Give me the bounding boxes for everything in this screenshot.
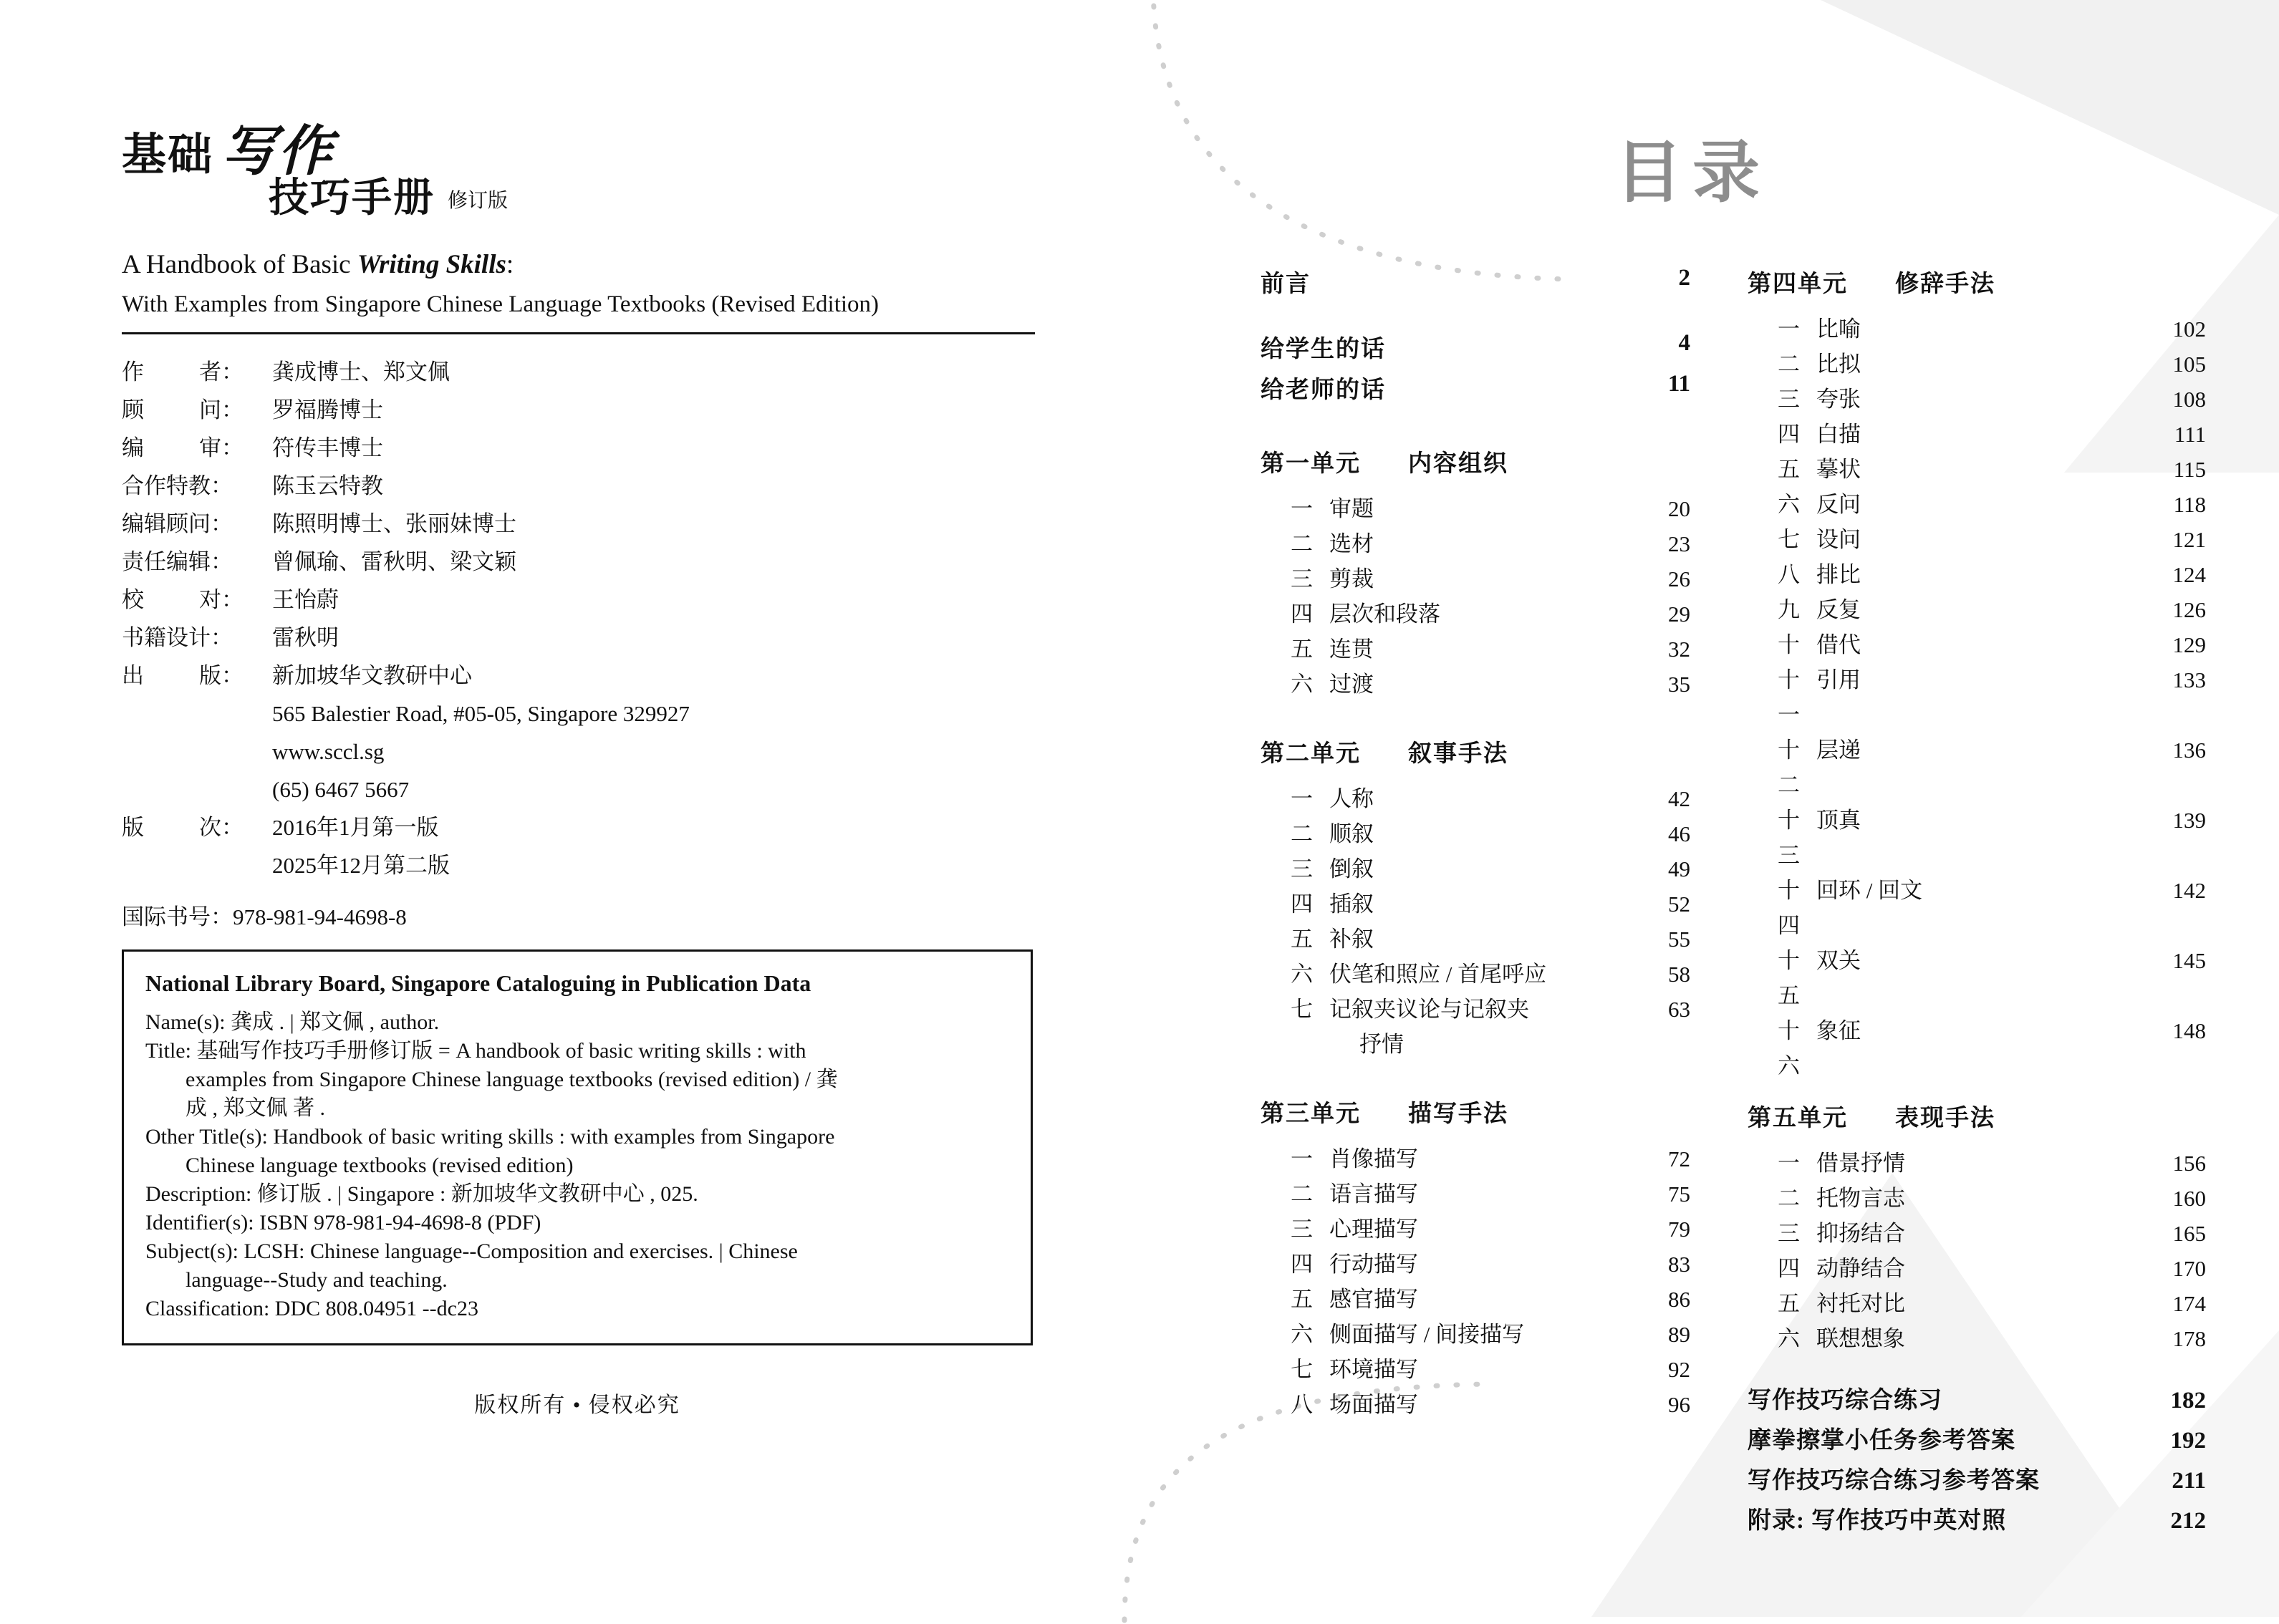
toc-item-number: 四: [1778, 1256, 1800, 1281]
credit-label: [122, 808, 272, 846]
unit-name: 叙事手法: [1408, 741, 1508, 767]
toc-item-page: 145: [2172, 948, 2206, 973]
toc-item-page: 29: [1668, 601, 1690, 627]
credit-row-publisher: [122, 657, 1117, 695]
toc-item-page: 72: [1668, 1146, 1690, 1171]
toc-item-label: 倒叙: [1329, 856, 1374, 881]
toc-back-page: 192: [2170, 1428, 2206, 1454]
publisher-address: 565 Balestier Road, #05-05, Singapore 329927: [272, 701, 690, 726]
toc-item-page: 160: [2172, 1186, 2206, 1211]
edition-second: 2025年12月第二版: [272, 853, 450, 878]
toc-item-number: 六: [1778, 1326, 1800, 1351]
logo-revision-label: 修订版: [448, 188, 509, 212]
toc-item-label: 抑扬结合: [1816, 1221, 1905, 1246]
toc-front-page: 2: [1678, 265, 1690, 291]
imprint-page: [0, 0, 1117, 1617]
credit-label: 书籍设计：: [122, 625, 233, 650]
credit-row: [122, 505, 1117, 543]
credit-label: [122, 581, 272, 619]
toc-item[interactable]: [1748, 592, 2206, 627]
toc-item-number: 四: [1291, 891, 1313, 917]
toc-item[interactable]: [1261, 992, 1690, 1027]
credit-value: 龚成博士、郑文佩: [272, 359, 450, 385]
toc-item-number: 二: [1291, 531, 1313, 556]
toc-item[interactable]: [1748, 311, 2206, 347]
cip-line: language--Study and teaching.: [186, 1268, 448, 1292]
toc-item-page: 52: [1668, 891, 1690, 917]
toc-item-label: 心理描写: [1329, 1217, 1418, 1242]
toc-item[interactable]: [1748, 1013, 2206, 1083]
toc-item-page: 118: [2173, 492, 2206, 517]
toc-back-page: 212: [2170, 1508, 2206, 1534]
toc-item-label: 象征: [1816, 1018, 1861, 1043]
toc-item-label-continued: 抒情: [1359, 1032, 1404, 1057]
credit-row: [122, 543, 1117, 581]
toc-item[interactable]: [1261, 1212, 1690, 1247]
toc-item[interactable]: [1261, 886, 1690, 922]
isbn-line: 国际书号：978-981-94-4698-8: [122, 904, 407, 929]
credit-row: [122, 619, 1117, 657]
toc-item-label: 设问: [1816, 527, 1861, 552]
toc-column-right: [1748, 265, 2206, 1541]
toc-unit-heading: [1748, 265, 2206, 299]
credit-label-part: 编: [122, 435, 144, 460]
toc-unit-heading: [1261, 445, 1690, 478]
toc-item-page: 83: [1668, 1252, 1690, 1277]
toc-item-page: 105: [2172, 352, 2206, 377]
toc-item-page: 20: [1668, 496, 1690, 521]
toc-item[interactable]: [1261, 632, 1690, 667]
toc-item-number: 四: [1291, 601, 1313, 627]
toc-item-label: 联想想象: [1816, 1326, 1905, 1351]
toc-item-number: 七: [1778, 527, 1800, 552]
edition-first: 2016年1月第一版: [272, 815, 439, 840]
toc-item[interactable]: [1748, 627, 2206, 662]
toc-item[interactable]: [1261, 1282, 1690, 1317]
toc-item[interactable]: [1748, 1286, 2206, 1321]
toc-item-page: 178: [2172, 1326, 2206, 1351]
toc-item-label: 剪裁: [1329, 566, 1374, 591]
unit-number: 第二单元: [1261, 741, 1361, 767]
credit-label: [122, 391, 272, 429]
toc-item-page: 86: [1668, 1287, 1690, 1312]
toc-item-page: 139: [2172, 808, 2206, 833]
unit-number: 第五单元: [1748, 1106, 1848, 1131]
toc-item[interactable]: [1748, 522, 2206, 557]
credit-label-part: 顾: [122, 397, 144, 422]
publisher-website[interactable]: www.sccl.sg: [272, 739, 385, 764]
cip-line: Classification: DDC 808.04951 --dc23: [145, 1297, 478, 1320]
toc-item[interactable]: [1261, 667, 1690, 702]
toc-item-number: 一: [1291, 1146, 1313, 1171]
toc-item-page: 49: [1668, 856, 1690, 881]
toc-item-label: 插叙: [1329, 891, 1374, 917]
credits-block: [122, 353, 1117, 884]
toc-back-page: 211: [2172, 1468, 2206, 1494]
credit-value: 王怡蔚: [272, 587, 339, 612]
credit-row: [122, 467, 1117, 505]
toc-back-matter-item[interactable]: [1748, 1461, 2206, 1501]
cip-line: Name(s): 龚成 . | 郑文佩 , author.: [145, 1010, 440, 1034]
toc-item-label: 语言描写: [1329, 1181, 1418, 1207]
toc-item[interactable]: [1261, 781, 1690, 816]
cip-line: Title: 基础写作技巧手册修订版 = A handbook of basic writing skills : with: [145, 1039, 806, 1063]
toc-item[interactable]: [1261, 561, 1690, 596]
toc-item-label: 托物言志: [1816, 1186, 1905, 1211]
toc-front-matter-item[interactable]: [1261, 330, 1690, 364]
logo-line-1-b: 写作: [222, 119, 334, 183]
unit-number: 第三单元: [1261, 1101, 1361, 1127]
toc-item[interactable]: [1748, 382, 2206, 417]
toc-item-number: 一: [1291, 496, 1313, 521]
toc-item[interactable]: [1261, 922, 1690, 957]
unit-name: 修辞手法: [1895, 271, 1995, 297]
toc-item-number: 十二: [1778, 738, 1800, 798]
toc-item[interactable]: [1261, 1317, 1690, 1352]
cip-line: 成 , 郑文佩 著 .: [186, 1096, 325, 1120]
toc-item[interactable]: [1261, 1352, 1690, 1387]
toc-item-label: 比拟: [1816, 352, 1861, 377]
toc-item[interactable]: [1748, 1181, 2206, 1216]
cip-line: examples from Singapore Chinese language textbooks (revised edition) / 龚: [186, 1068, 838, 1091]
toc-item-number: 三: [1778, 387, 1800, 412]
toc-item-label: 选材: [1329, 531, 1374, 556]
toc-item-number: 二: [1778, 1186, 1800, 1211]
toc-front-title: 前言: [1261, 271, 1311, 297]
english-subtitle: With Examples from Singapore Chinese Language Textbooks (Revised Edition): [122, 291, 1035, 334]
credit-label: [122, 353, 272, 391]
toc-front-matter-item[interactable]: [1261, 371, 1690, 405]
credit-label-part: 对：: [199, 587, 244, 612]
toc-back-matter-item[interactable]: [1748, 1421, 2206, 1461]
toc-item-label: 回环 / 回文: [1816, 878, 1923, 903]
toc-item-number: 九: [1778, 597, 1800, 622]
toc-item-number: 四: [1291, 1252, 1313, 1277]
toc-item[interactable]: [1261, 526, 1690, 561]
credit-label-part: 作: [122, 359, 144, 385]
toc-item-label: 摹状: [1816, 457, 1861, 482]
toc-item[interactable]: [1748, 452, 2206, 487]
toc-item-page: 89: [1668, 1322, 1690, 1347]
toc-item-page: 136: [2172, 738, 2206, 763]
toc-item-label: 肖像描写: [1329, 1146, 1418, 1171]
toc-item[interactable]: [1748, 733, 2206, 803]
toc-item-number: 十一: [1778, 667, 1800, 728]
toc-item-label: 夸张: [1816, 387, 1861, 412]
publisher-phone: (65) 6467 5667: [272, 777, 410, 802]
toc-item-page: 174: [2172, 1291, 2206, 1316]
toc-item-page: 148: [2172, 1018, 2206, 1043]
credit-value: 罗福腾博士: [272, 397, 383, 422]
toc-item-page: 63: [1668, 997, 1690, 1022]
toc-heading: 目录: [1615, 134, 1770, 212]
toc-item[interactable]: [1748, 943, 2206, 1013]
toc-item-number: 一: [1291, 786, 1313, 811]
toc-item[interactable]: [1748, 1251, 2206, 1286]
toc-item-number: 五: [1778, 1291, 1800, 1316]
toc-item-label: 连贯: [1329, 637, 1374, 662]
toc-item-number: 八: [1291, 1392, 1313, 1417]
toc-item-label: 环境描写: [1329, 1357, 1418, 1382]
toc-item-number: 四: [1778, 422, 1800, 447]
toc-item[interactable]: [1748, 557, 2206, 592]
english-title-suffix: :: [506, 250, 514, 279]
toc-item-page: 126: [2172, 597, 2206, 622]
toc-item-number: 一: [1778, 1151, 1800, 1176]
cip-line: Description: 修订版 . | Singapore : 新加坡华文教研中心 , 025.: [145, 1182, 698, 1206]
toc-back-label: 写作技巧综合练习参考答案: [1748, 1468, 2040, 1494]
toc-item[interactable]: [1748, 1146, 2206, 1181]
toc-item[interactable]: [1261, 596, 1690, 632]
toc-item-number: 五: [1291, 927, 1313, 952]
toc-back-matter-item[interactable]: [1748, 1381, 2206, 1421]
logo-line-2: 技巧手册: [269, 175, 435, 221]
toc-item-label: 双关: [1816, 948, 1861, 973]
credit-label-part: 者：: [199, 359, 244, 385]
toc-item-label: 反问: [1816, 492, 1861, 517]
toc-item-page: 32: [1668, 637, 1690, 662]
toc-item-label: 顺叙: [1329, 821, 1374, 846]
toc-item-label: 行动描写: [1329, 1252, 1418, 1277]
toc-item-label: 比喻: [1816, 316, 1861, 342]
cip-line: Other Title(s): Handbook of basic writing skills : with examples from Singapore: [145, 1125, 835, 1149]
toc-front-matter-item[interactable]: [1261, 265, 1690, 299]
toc-item[interactable]: [1261, 1247, 1690, 1282]
toc-item-page: 108: [2172, 387, 2206, 412]
toc-item-label: 层递: [1816, 738, 1861, 763]
logo-line-1-a: 基础: [122, 128, 214, 180]
english-title-prefix: A Handbook of Basic: [122, 250, 357, 279]
toc-unit-heading: [1748, 1099, 2206, 1133]
toc-unit-heading: [1261, 735, 1690, 768]
toc-back-page: 182: [2170, 1388, 2206, 1413]
toc-item[interactable]: [1261, 1176, 1690, 1212]
toc-item-number: 十五: [1778, 948, 1800, 1008]
credit-label-part: 问：: [199, 397, 244, 422]
toc-item-number: 二: [1291, 1181, 1313, 1207]
toc-item-number: 六: [1291, 962, 1313, 987]
toc-item-page: 170: [2172, 1256, 2206, 1281]
toc-item-label: 引用: [1816, 667, 1861, 692]
toc-item-page: 23: [1668, 531, 1690, 556]
toc-item-number: 三: [1291, 1217, 1313, 1242]
toc-item-number: 十三: [1778, 808, 1800, 868]
toc-item-label: 侧面描写 / 间接描写: [1329, 1322, 1525, 1347]
credit-value: 陈照明博士、张丽妹博士: [272, 511, 516, 536]
toc-item-label: 顶真: [1816, 808, 1861, 833]
toc-item-number: 一: [1778, 316, 1800, 342]
toc-item-number: 十六: [1778, 1018, 1800, 1078]
toc-item-number: 七: [1291, 1357, 1313, 1382]
toc-item-page: 115: [2173, 457, 2206, 482]
credit-value: 新加坡华文教研中心: [272, 663, 472, 688]
toc-item[interactable]: [1261, 1141, 1690, 1176]
toc-item-page: 156: [2172, 1151, 2206, 1176]
toc-back-label: 写作技巧综合练习: [1748, 1388, 1942, 1413]
credit-label-part: 版: [122, 815, 144, 840]
toc-item-number: 二: [1291, 821, 1313, 846]
toc-item[interactable]: [1748, 662, 2206, 733]
toc-item-page: 124: [2172, 562, 2206, 587]
unit-name: 内容组织: [1408, 451, 1508, 477]
toc-item-number: 七: [1291, 997, 1313, 1022]
credit-label: [122, 657, 272, 695]
toc-item-number: 三: [1778, 1221, 1800, 1246]
toc-back-matter-item[interactable]: [1748, 1501, 2206, 1541]
toc-item-number: 十四: [1778, 878, 1800, 938]
toc-item[interactable]: [1748, 417, 2206, 452]
toc-item-label: 白描: [1816, 422, 1861, 447]
credit-value: 曾佩瑜、雷秋明、梁文颖: [272, 549, 516, 574]
credit-label-part: 版：: [199, 663, 244, 688]
toc-item-label: 人称: [1329, 786, 1374, 811]
toc-item-label: 审题: [1329, 496, 1374, 521]
cip-line: Subject(s): LCSH: Chinese language--Composition and exercises. | Chinese: [145, 1239, 798, 1263]
table-of-contents-page: [1117, 0, 2279, 1617]
toc-item-label: 动静结合: [1816, 1256, 1905, 1281]
toc-item-page: 58: [1668, 962, 1690, 987]
credit-row: [122, 429, 1117, 467]
credit-label: 编辑顾问：: [122, 511, 233, 536]
toc-item-page: 55: [1668, 927, 1690, 952]
toc-item-number: 三: [1291, 856, 1313, 881]
cip-box: [122, 949, 1033, 1345]
toc-item-page: 79: [1668, 1217, 1690, 1242]
toc-item-label: 补叙: [1329, 927, 1374, 952]
credit-label-part: 校: [122, 587, 144, 612]
toc-back-label: 附录: 写作技巧中英对照: [1748, 1508, 2007, 1534]
toc-item-label: 衬托对比: [1816, 1291, 1905, 1316]
toc-item-number: 五: [1291, 637, 1313, 662]
unit-number: 第一单元: [1261, 451, 1361, 477]
english-title-italic: Writing Skills: [357, 250, 506, 279]
toc-item[interactable]: [1748, 487, 2206, 522]
credit-label: [122, 429, 272, 467]
toc-item[interactable]: [1261, 1387, 1690, 1422]
toc-item-number: 五: [1778, 457, 1800, 482]
toc-front-title: 给老师的话: [1261, 377, 1386, 403]
toc-item-page: 142: [2172, 878, 2206, 903]
book-logo: [122, 107, 1024, 229]
cip-line: Chinese language textbooks (revised edition): [186, 1154, 574, 1177]
toc-item-number: 六: [1291, 1322, 1313, 1347]
credit-label-part: 次：: [199, 815, 244, 840]
toc-item[interactable]: [1261, 957, 1690, 992]
toc-item[interactable]: [1748, 1216, 2206, 1251]
credit-label-part: 出: [122, 663, 144, 688]
credit-value: 符传丰博士: [272, 435, 383, 460]
credit-row: [122, 581, 1117, 619]
unit-number: 第四单元: [1748, 271, 1848, 297]
toc-item-page: 96: [1668, 1392, 1690, 1417]
credit-row-edition: [122, 808, 1117, 846]
toc-back-label: 摩拳擦掌小任务参考答案: [1748, 1428, 2015, 1454]
copyright-notice: 版权所有 • 侵权必究: [474, 1393, 680, 1417]
toc-column-left: [1261, 265, 1690, 1422]
toc-item[interactable]: [1261, 851, 1690, 886]
toc-item-page: 35: [1668, 672, 1690, 697]
toc-item[interactable]: [1748, 873, 2206, 943]
toc-item[interactable]: [1261, 491, 1690, 526]
toc-item-number: 五: [1291, 1287, 1313, 1312]
toc-item-number: 六: [1778, 492, 1800, 517]
toc-item-label: 伏笔和照应 / 首尾呼应: [1329, 962, 1547, 987]
toc-item-number: 六: [1291, 672, 1313, 697]
toc-item-number: 三: [1291, 566, 1313, 591]
toc-item-page: 165: [2172, 1221, 2206, 1246]
english-title-line-1: [122, 249, 1117, 280]
cip-line: Identifier(s): ISBN 978-981-94-4698-8 (PDF): [145, 1211, 541, 1234]
toc-item-label: 场面描写: [1329, 1392, 1418, 1417]
toc-front-title: 给学生的话: [1261, 337, 1386, 362]
unit-name: 表现手法: [1895, 1106, 1995, 1131]
credit-label: 合作特教：: [122, 473, 233, 498]
toc-item[interactable]: [1261, 816, 1690, 851]
toc-item-page: 75: [1668, 1181, 1690, 1207]
toc-item-number: 十: [1778, 632, 1800, 657]
toc-item[interactable]: [1748, 347, 2206, 382]
toc-unit-heading: [1261, 1095, 1690, 1128]
toc-item-label: 借景抒情: [1816, 1151, 1905, 1176]
credit-row: [122, 353, 1117, 391]
toc-item-label: 过渡: [1329, 672, 1374, 697]
toc-item-page: 42: [1668, 786, 1690, 811]
unit-name: 描写手法: [1408, 1101, 1508, 1127]
toc-item-page: 129: [2172, 632, 2206, 657]
toc-item-label: 记叙夹议论与记叙夹: [1329, 997, 1529, 1022]
toc-front-page: 11: [1667, 371, 1690, 397]
toc-item-page: 121: [2172, 527, 2206, 552]
credit-row: [122, 391, 1117, 429]
credit-value: 陈玉云特教: [272, 473, 383, 498]
toc-item-page: 102: [2172, 316, 2206, 342]
credit-value: 雷秋明: [272, 625, 339, 650]
toc-item-label: 反复: [1816, 597, 1861, 622]
toc-item-page: 46: [1668, 821, 1690, 846]
toc-item-label: 借代: [1816, 632, 1861, 657]
toc-item-page: 92: [1668, 1357, 1690, 1382]
toc-item-number: 八: [1778, 562, 1800, 587]
toc-item-number: 二: [1778, 352, 1800, 377]
toc-item-page: 133: [2172, 667, 2206, 692]
toc-item[interactable]: [1748, 1321, 2206, 1356]
cip-title: National Library Board, Singapore Cataloguing in Publication Data: [145, 970, 811, 996]
toc-item-label: 排比: [1816, 562, 1861, 587]
toc-item-label: 层次和段落: [1329, 601, 1440, 627]
toc-item-page: 111: [2174, 422, 2206, 447]
toc-item-page: 26: [1668, 566, 1690, 591]
credit-label: 责任编辑：: [122, 549, 233, 574]
toc-item-label: 感官描写: [1329, 1287, 1418, 1312]
credit-label-part: 审：: [199, 435, 244, 460]
toc-front-page: 4: [1678, 330, 1690, 356]
toc-item[interactable]: [1748, 803, 2206, 873]
